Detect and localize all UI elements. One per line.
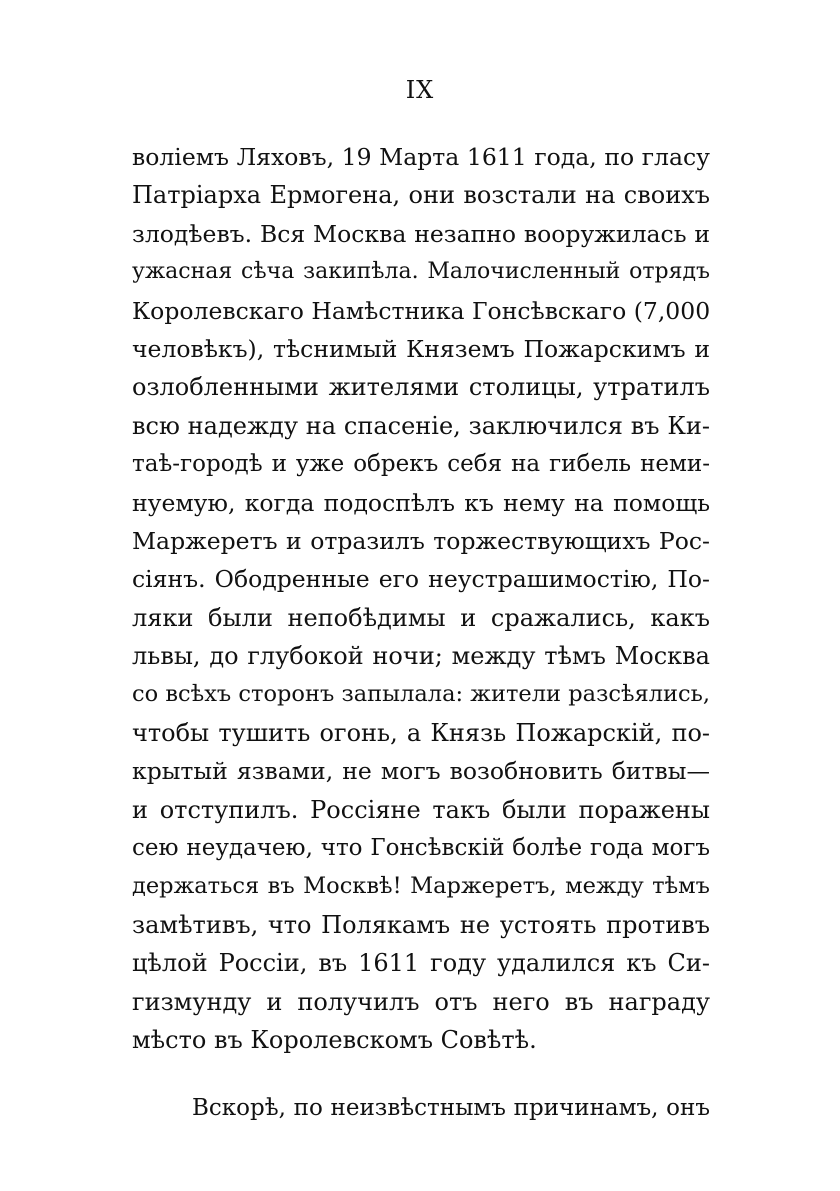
- text-line: сіянъ. Ободренные его неустрашимостію, По-: [132, 565, 710, 594]
- text-line: замѣтивъ, что Полякамъ не устоять противъ: [132, 910, 710, 939]
- text-line: всю надежду на спасеніе, заключился въ Ки-: [132, 411, 710, 440]
- text-line: чтобы тушить огонь, а Князь Пожарскій, по-: [132, 718, 710, 747]
- text-line: злодѣевъ. Вся Москва незапно вооружилась и: [132, 219, 710, 248]
- paragraph-gap: [132, 1059, 710, 1089]
- text-line: Королевскаго Намѣстника Гонсѣвскаго (7,000: [132, 296, 711, 325]
- paragraph: [132, 1089, 710, 1127]
- text-line: и отступилъ. Россіяне такъ были поражены: [132, 795, 710, 824]
- text-line: озлобленными жителями столицы, утратилъ: [132, 373, 710, 402]
- text-line: воліемъ Ляховъ, 19 Марта 1611 года, по гласу: [132, 143, 710, 171]
- text-line: сею неудачею, что Гонсѣвскій болѣе года могъ: [132, 835, 710, 862]
- text-line: мѣсто въ Королевскомъ Совѣтѣ.: [132, 1025, 537, 1054]
- text-line: цѣлой Россіи, въ 1611 году удалился къ Си-: [132, 949, 710, 978]
- text-line: человѣкъ), тѣснимый Княземъ Пожарскимъ и: [132, 334, 710, 363]
- text-line: гизмунду и получилъ отъ него въ награду: [132, 987, 710, 1016]
- text-line: ляки были непобѣдимы и сражались, какъ: [132, 603, 710, 632]
- text-line: Вскорѣ, по неизвѣстнымъ причинамъ, онъ: [192, 1095, 710, 1122]
- text-body: [132, 138, 710, 1128]
- text-line: львы, до глубокой ночи; между тѣмъ Москва: [132, 642, 710, 671]
- page-number: IX: [405, 76, 435, 104]
- paragraph: [132, 138, 710, 1059]
- text-line: Патріарха Ермогена, они возстали на своихъ: [132, 181, 710, 210]
- text-line: таѣ-городѣ и уже обрекъ себя на гибель неми-: [132, 451, 710, 478]
- text-line: крытый язвами, не могъ возобновить битвы—: [132, 757, 710, 786]
- text-line: держаться въ Москвѣ! Маржеретъ, между тѣмъ: [132, 873, 710, 900]
- text-line: нуемую, когда подоспѣлъ къ нему на помощь: [132, 488, 710, 517]
- text-line: ужасная сѣча закипѣла. Малочисленный отрядъ: [132, 259, 710, 285]
- text-line: Маржеретъ и отразилъ торжествующихъ Рос-: [132, 526, 710, 555]
- text-line: со всѣхъ сторонъ запылала: жители разсѣялись,: [132, 681, 710, 708]
